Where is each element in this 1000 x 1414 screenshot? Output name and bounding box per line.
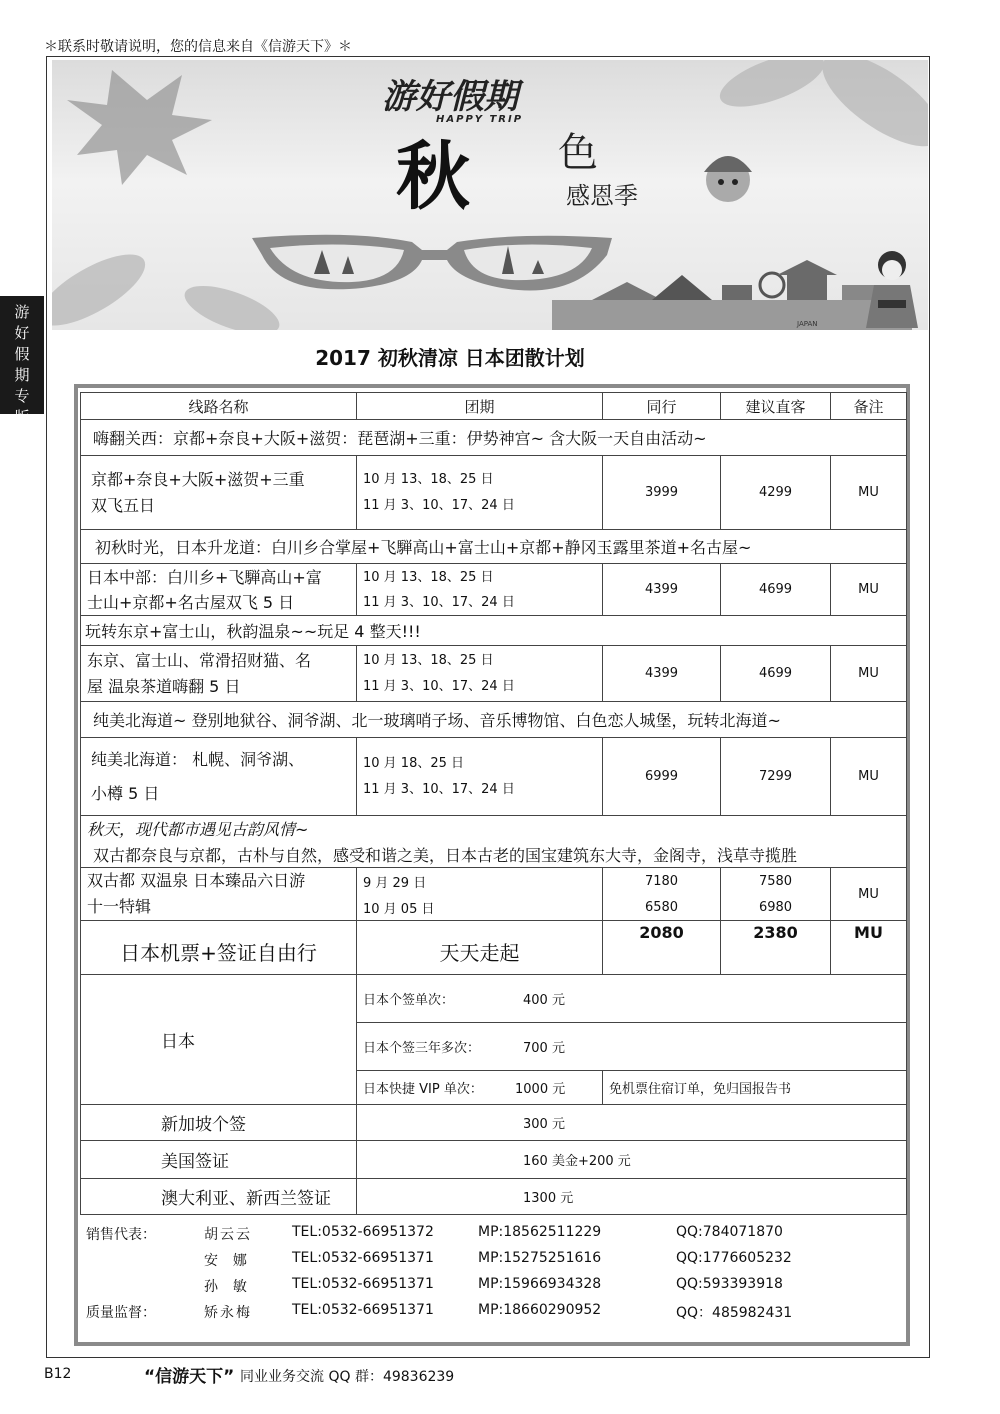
visa-label: 日本个签单次： xyxy=(363,993,455,1008)
visa-price: 1300 元 xyxy=(357,1179,907,1215)
header-route: 线路名称 xyxy=(81,393,357,420)
route-intro: 初秋时光，日本升龙道：白川乡合掌屋+飞騨高山+富士山+京都+静冈玉露里茶道+名古屋~ xyxy=(81,530,907,564)
price-peer: 4399 xyxy=(603,564,721,616)
contact-qq: QQ：485982431 xyxy=(676,1305,793,1321)
contact-mobile: MP:18660290952 xyxy=(478,1302,602,1318)
contact-name: 胡云云 xyxy=(204,1227,252,1243)
visa-country: 美国签证 xyxy=(81,1141,357,1179)
page-number: B12 xyxy=(44,1366,72,1382)
contact-name: 孙 敏 xyxy=(204,1279,249,1295)
autumn-intro-2: 双古都奈良与京都，古朴与自然，感受和谐之美，日本古老的国宝建筑东大寺，金阁寺，浅草寺揽胜 xyxy=(81,842,907,868)
visa-option xyxy=(357,1023,907,1071)
visa-option xyxy=(357,1071,603,1105)
table-header xyxy=(81,393,907,420)
top-note: ＊联系时敬请说明，您的信息来自《信游天下》＊ xyxy=(44,39,352,55)
table-row xyxy=(81,738,907,816)
schedule-table xyxy=(80,392,907,1215)
price-direct: 4299 xyxy=(721,456,831,530)
price-peer: 6999 xyxy=(603,738,721,816)
route-intro: 玩转东京+富士山，秋韵温泉~~玩足 4 整天!!! xyxy=(81,616,907,646)
header-note: 备注 xyxy=(831,393,907,420)
contact-row xyxy=(86,1302,886,1328)
sales-label: 销售代表： xyxy=(86,1227,156,1243)
side-tab-char: 假 xyxy=(14,345,30,363)
route-intro: 纯美北海道~ 登别地狱谷、洞爷湖、北一玻璃哨子场、音乐博物馆、白色恋人城堡，玩转北海道~ xyxy=(81,702,907,738)
headline-autumn: 秋 xyxy=(396,134,470,220)
visa-label: 日本快捷 VIP 单次： xyxy=(363,1082,483,1097)
route-note: MU xyxy=(831,456,907,530)
price-peer: 2080 xyxy=(603,921,721,975)
route-name: 双古都 双温泉 日本臻品六日游 十一特辑 xyxy=(81,868,357,921)
visa-label: 日本个签三年多次： xyxy=(363,1041,481,1056)
contact-qq: QQ:593393918 xyxy=(676,1276,783,1292)
table-row xyxy=(81,564,907,616)
price-peer: 7180 xyxy=(603,868,721,895)
price-peer: 6580 xyxy=(603,894,721,921)
side-tab-char: 版 xyxy=(14,408,30,426)
route-dates: 10 月 18、25 日 11 月 3、10、17、24 日 xyxy=(357,738,603,816)
contact-qq: QQ:1776605232 xyxy=(676,1250,792,1266)
contact-tel: TEL:0532-66951371 xyxy=(292,1250,434,1266)
sunglasses-icon xyxy=(252,235,612,291)
table-row xyxy=(81,1179,907,1215)
contact-mobile: MP:15275251616 xyxy=(478,1250,602,1266)
route-name: 京都+奈良+大阪+滋贺+三重 双飞五日 xyxy=(81,456,357,530)
route-dates: 10 月 13、18、25 日 11 月 3、10、17、24 日 xyxy=(357,646,603,702)
headline-color: 色 xyxy=(558,130,598,176)
visa-price: 700 元 xyxy=(523,1041,565,1056)
page-title: 2017 初秋清凉 日本团散计划 xyxy=(315,346,585,370)
visa-extra: 免机票住宿订单，免归国报告书 xyxy=(603,1071,907,1105)
visa-price: 1000 元 xyxy=(515,1082,566,1097)
price-peer: 3999 xyxy=(603,456,721,530)
price-direct: 7580 xyxy=(721,868,831,895)
autumn-intro-1: 秋天，现代都市遇见古韵风情~ xyxy=(81,816,907,842)
table-row xyxy=(81,975,907,1023)
footer-text: 同业业务交流 QQ 群：49836239 xyxy=(240,1369,455,1385)
contact-name: 矫永梅 xyxy=(204,1305,252,1321)
maple-leaf-icon xyxy=(67,70,212,185)
contact-tel: TEL:0532-66951371 xyxy=(292,1302,434,1318)
price-peer: 4399 xyxy=(603,646,721,702)
visa-price: 400 元 xyxy=(523,993,565,1008)
header-direct: 建议直客 xyxy=(721,393,831,420)
route-note: MU xyxy=(831,738,907,816)
table-row xyxy=(81,1141,907,1179)
route-date: 9 月 29 日 xyxy=(357,868,603,895)
route-dates: 天天走起 xyxy=(357,921,603,975)
headline-subline: 感恩季 xyxy=(566,182,638,210)
contact-row xyxy=(86,1250,886,1276)
table-row xyxy=(81,868,907,895)
route-note: MU xyxy=(831,646,907,702)
route-dates: 10 月 13、18、25 日 11 月 3、10、17、24 日 xyxy=(357,456,603,530)
price-direct: 4699 xyxy=(721,564,831,616)
price-direct: 2380 xyxy=(721,921,831,975)
visa-country: 新加坡个签 xyxy=(81,1105,357,1141)
side-tab-char: 游 xyxy=(14,303,30,321)
route-name: 东京、富士山、常滑招财猫、名 屋 温泉茶道嗨翻 5 日 xyxy=(81,646,357,702)
footer-brand: “信游天下” xyxy=(144,1367,235,1387)
visa-price: 160 美金+200 元 xyxy=(357,1141,907,1179)
table-row xyxy=(81,921,907,975)
contact-list xyxy=(86,1224,886,1328)
route-note: MU xyxy=(831,921,907,975)
route-note: MU xyxy=(831,868,907,921)
contact-mobile: MP:18562511229 xyxy=(478,1224,602,1240)
contact-row xyxy=(86,1276,886,1302)
route-dates: 10 月 13、18、25 日 11 月 3、10、17、24 日 xyxy=(357,564,603,616)
price-direct: 7299 xyxy=(721,738,831,816)
side-tab-char: 期 xyxy=(14,366,30,384)
japan-skyline-icon xyxy=(552,260,912,330)
promo-banner xyxy=(52,60,928,330)
table-row xyxy=(81,456,907,530)
route-note: MU xyxy=(831,564,907,616)
table-row xyxy=(81,1105,907,1141)
route-name: 日本中部：白川乡+飞騨高山+富 士山+京都+名古屋双飞 5 日 xyxy=(81,564,357,616)
route-date: 10 月 05 日 xyxy=(357,894,603,921)
route-name: 日本机票+签证自由行 xyxy=(81,921,357,975)
visa-country: 澳大利亚、新西兰签证 xyxy=(81,1179,357,1215)
header-peer: 同行 xyxy=(603,393,721,420)
kimono-girl-icon xyxy=(866,251,918,328)
side-tab-char: 专 xyxy=(14,387,30,405)
visa-price: 300 元 xyxy=(357,1105,907,1141)
route-name: 纯美北海道： 札幌、洞爷湖、 小樽 5 日 xyxy=(81,738,357,816)
contact-qq: QQ:784071870 xyxy=(676,1224,783,1240)
contact-tel: TEL:0532-66951372 xyxy=(292,1224,434,1240)
contact-row xyxy=(86,1224,886,1250)
contact-mobile: MP:15966934328 xyxy=(478,1276,602,1292)
visa-country: 日本 xyxy=(81,975,357,1105)
brand-logo-text: 游好假期 xyxy=(382,77,518,117)
contact-name: 安 娜 xyxy=(204,1253,249,1269)
visa-option xyxy=(357,975,907,1023)
price-direct: 4699 xyxy=(721,646,831,702)
route-intro: 嗨翻关西：京都+奈良+大阪+滋贺：琵琶湖+三重：伊势神宫~ 含大阪一天自由活动~ xyxy=(81,420,907,456)
contact-tel: TEL:0532-66951371 xyxy=(292,1276,434,1292)
mascot-icon xyxy=(704,156,752,202)
brand-logo-en: HAPPY TRIP xyxy=(436,114,524,125)
qc-label: 质量监督： xyxy=(86,1305,156,1321)
skyline-tag: JAPAN xyxy=(797,320,818,328)
banner-artwork xyxy=(52,60,928,330)
header-dates: 团期 xyxy=(357,393,603,420)
table-row xyxy=(81,646,907,702)
side-tab-char: 好 xyxy=(14,324,30,342)
price-direct: 6980 xyxy=(721,894,831,921)
